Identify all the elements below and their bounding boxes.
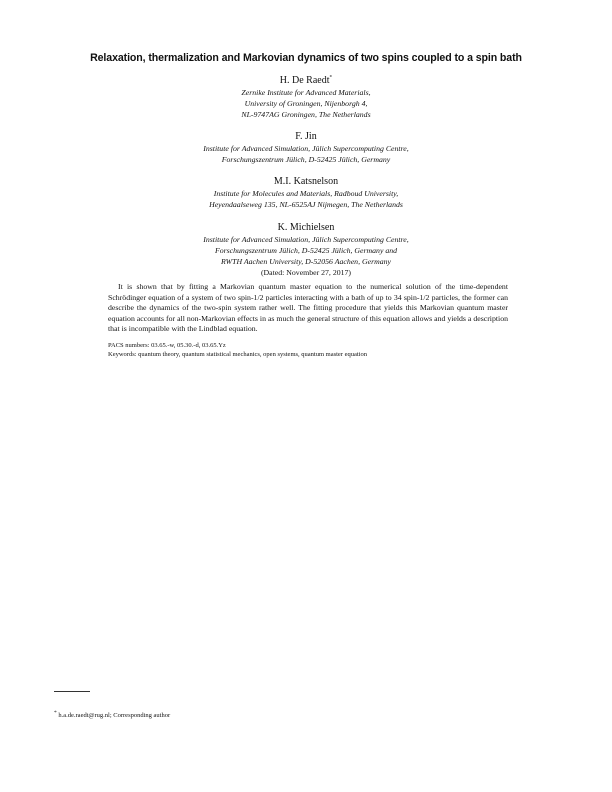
dated-line: (Dated: November 27, 2017) (260, 268, 352, 277)
pacs-numbers: PACS numbers: 03.65.-w, 05.30.-d, 03.65.Yz (108, 342, 226, 349)
abstract: It is shown that by fitting a Markovian quantum master equation to the numerical solution of the time-dependent Schrödinger equation of a system of two spin-1/2 particles interacting with a bath of up to 34 spin-1/2 particles, the former can describe the dynamics of the two-spin system rather well. The fitting procedure that yields this Markovian quantum master equation accounts for all non-Markovian effects in as much the general structure of this equation allows and yields a description that is incompatible with the Lindblad equation. (108, 282, 508, 334)
affiliation-line: University of Groningen, Nijenborgh 4, (244, 99, 368, 108)
affiliation-line: Institute for Advanced Simulation, Jülich Supercomputing Centre, (203, 235, 409, 244)
paper-title: Relaxation, thermalization and Markovian dynamics of two spins coupled to a spin bath (90, 52, 522, 64)
footnote-mark: * (329, 74, 333, 81)
author-name: K. Michielsen (277, 222, 335, 233)
affiliation-line: RWTH Aachen University, D-52056 Aachen, Germany (221, 257, 391, 266)
author-block (0, 75, 612, 120)
author-block (0, 222, 612, 278)
author-block (0, 176, 612, 210)
affiliation-line: Zernike Institute for Advanced Materials, (241, 88, 371, 97)
keywords: Keywords: quantum theory, quantum statistical mechanics, open systems, quantum master equation (108, 351, 367, 358)
affiliation-line: Forschungszentrum Jülich, D-52425 Jülich, Germany (221, 155, 391, 164)
affiliation-line: Institute for Molecules and Materials, Radboud University, (213, 189, 399, 198)
affiliation-line: Heyendaalseweg 135, NL-6525AJ Nijmegen, The Netherlands (209, 200, 403, 209)
footnote-rule (54, 691, 90, 692)
footnote-text: h.a.de.raedt@rug.nl; Corresponding author (58, 712, 171, 719)
author-name-text: H. De Raedt (279, 75, 330, 86)
footnote (54, 711, 170, 720)
affiliation-line: Forschungszentrum Jülich, D-52425 Jülich, Germany and (214, 246, 398, 255)
footnote-mark: * (54, 709, 57, 716)
affiliation-line: Institute for Advanced Simulation, Jülich Supercomputing Centre, (203, 144, 409, 153)
author-name: M.I. Katsnelson (273, 176, 339, 187)
author-name: F. Jin (295, 131, 317, 142)
affiliation-line: NL-9747AG Groningen, The Netherlands (241, 110, 371, 119)
author-block (0, 131, 612, 165)
author-name (0, 75, 612, 87)
